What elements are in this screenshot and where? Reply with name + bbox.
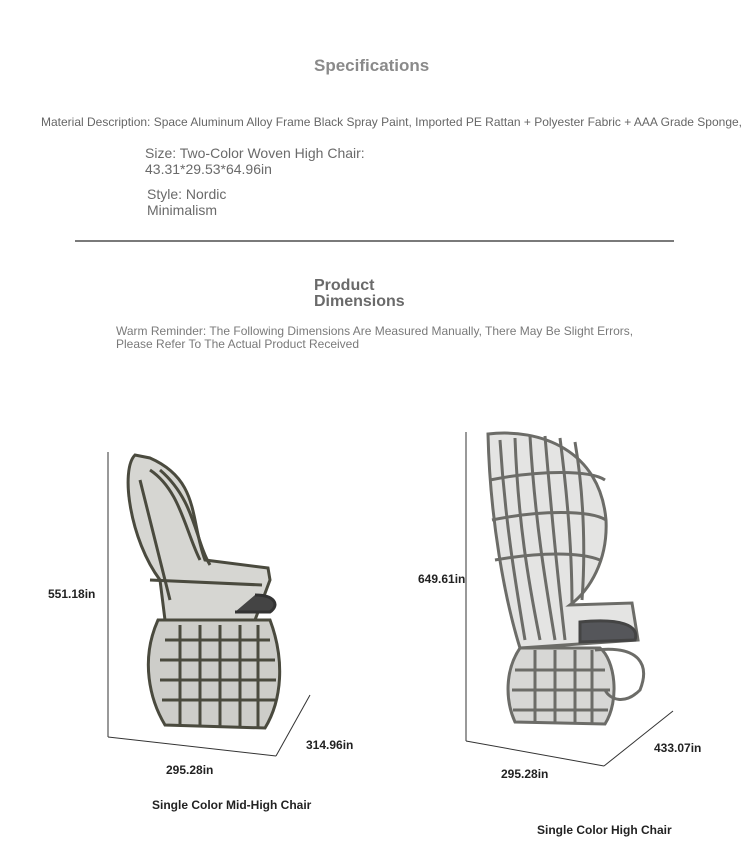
mid-high-chair-height: 551.18in	[48, 587, 96, 601]
mid-high-chair-caption: Single Color Mid-High Chair	[152, 798, 312, 812]
specifications-title: Specifications	[314, 56, 430, 75]
material-description: Material Description: Space Aluminum Alloy Frame Black Spray Paint, Imported PE Rattan + Polyester Fabric + AAA Grade Sponge,	[41, 115, 742, 129]
mid-high-chair-width: 295.28in	[166, 763, 214, 777]
size-value: 43.31*29.53*64.96in	[145, 161, 272, 177]
high-chair-caption: Single Color High Chair	[537, 823, 672, 837]
reminder-line1: Warm Reminder: The Following Dimensions Are Measured Manually, There May Be Slight Errors,	[116, 324, 634, 338]
high-chair-image	[488, 433, 644, 724]
size-label: Size: Two-Color Woven High Chair:	[145, 145, 365, 161]
high-chair-height: 649.61in	[418, 572, 466, 586]
dimensions-title-line2: Dimensions	[314, 293, 405, 310]
style-label: Style: Nordic	[147, 186, 227, 202]
reminder-line2: Please Refer To The Actual Product Received	[116, 337, 360, 351]
style-value: Minimalism	[147, 202, 217, 218]
high-chair-width: 295.28in	[501, 767, 549, 781]
mid-high-chair-image	[128, 455, 280, 728]
high-chair-depth: 433.07in	[654, 741, 702, 755]
dimensions-title-line1: Product	[314, 277, 375, 294]
mid-high-chair-depth: 314.96in	[306, 738, 354, 752]
